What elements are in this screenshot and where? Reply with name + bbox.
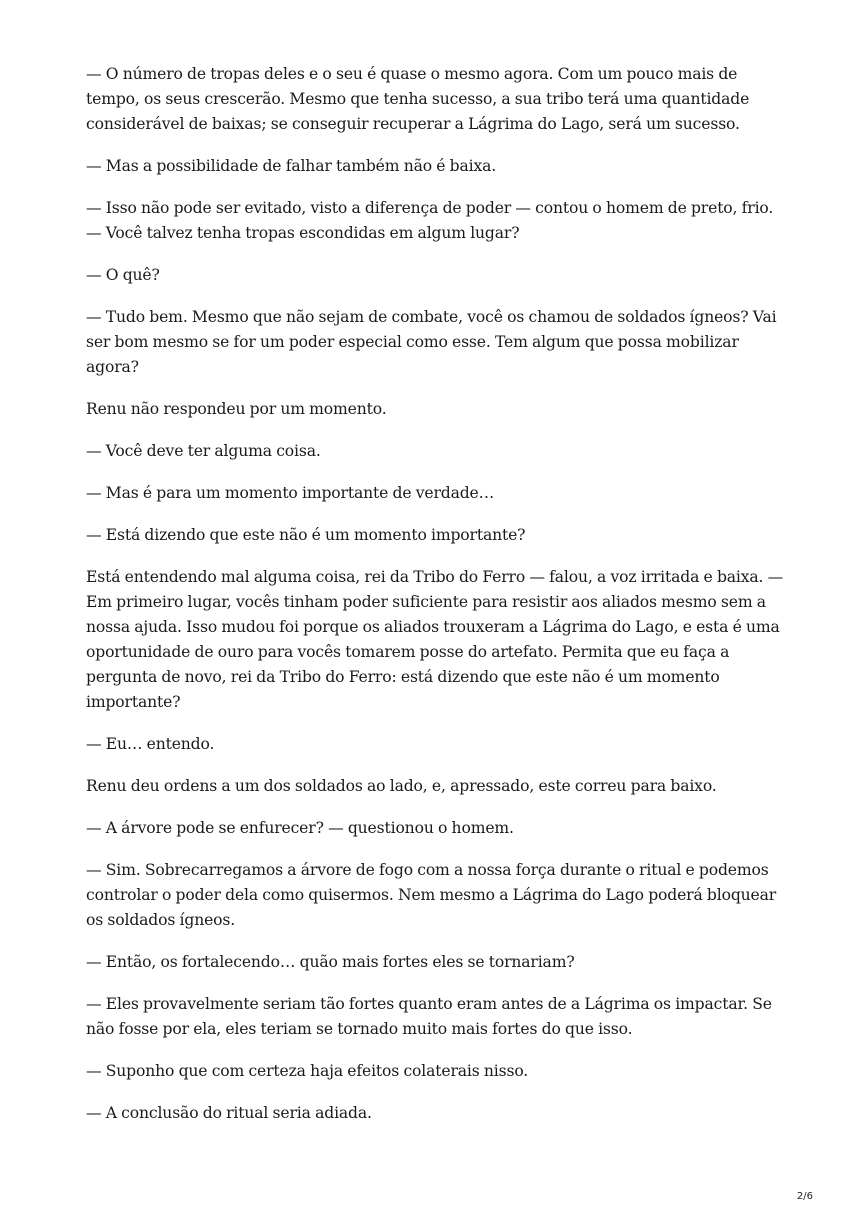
paragraph: — Tudo bem. Mesmo que não sejam de combate, você os chamou de soldados ígneos? Vai ser bom mesmo se for um poder especial como esse. Tem algum que possa mobilizar agora?	[86, 308, 777, 376]
paragraph: — Suponho que com certeza haja efeitos colaterais nisso.	[86, 1062, 529, 1080]
paragraph: — Mas a possibilidade de falhar também não é baixa.	[86, 157, 497, 175]
paragraph: Renu não respondeu por um momento.	[86, 400, 387, 418]
paragraph: — A conclusão do ritual seria adiada.	[86, 1104, 372, 1122]
document-body	[86, 62, 786, 1143]
paragraph: Está entendendo mal alguma coisa, rei da Tribo do Ferro — falou, a voz irritada e baixa. — Em primeiro lugar, vocês tinham poder suficiente para resistir aos aliados mesmo sem a nossa ajuda. Isso mudou foi porque os aliados trouxeram a Lágrima do Lago, e esta é uma oportunidade de ouro para vocês tomarem posse do artefato. Permita que eu faça a pergunta de novo, rei da Tribo do Ferro: está dizendo que este não é um momento importante?	[86, 568, 784, 711]
paragraph: — Eles provavelmente seriam tão fortes quanto eram antes de a Lágrima os impactar. Se não fosse por ela, eles teriam se tornado muito mais fortes do que isso.	[86, 995, 772, 1038]
page-number: 2/6	[796, 1191, 813, 1202]
paragraph: — Mas é para um momento importante de verdade…	[86, 484, 495, 502]
paragraph: — O quê?	[86, 266, 160, 284]
paragraph: — Isso não pode ser evitado, visto a diferença de poder — contou o homem de preto, frio. — Você talvez tenha tropas escondidas em algum lugar?	[86, 199, 774, 242]
paragraph: — Está dizendo que este não é um momento importante?	[86, 526, 526, 544]
paragraph: — Sim. Sobrecarregamos a árvore de fogo com a nossa força durante o ritual e podemos controlar o poder dela como quisermos. Nem mesmo a Lágrima do Lago poderá bloquear os soldados ígneos.	[86, 861, 777, 929]
paragraph: Renu deu ordens a um dos soldados ao lado, e, apressado, este correu para baixo.	[86, 777, 717, 795]
paragraph: — Então, os fortalecendo… quão mais fortes eles se tornariam?	[86, 953, 575, 971]
paragraph: — O número de tropas deles e o seu é quase o mesmo agora. Com um pouco mais de tempo, os seus crescerão. Mesmo que tenha sucesso, a sua tribo terá uma quantidade considerável de baixas; se conseguir recuperar a Lágrima do Lago, será um sucesso.	[86, 65, 750, 133]
paragraph: — A árvore pode se enfurecer? — questionou o homem.	[86, 819, 514, 837]
paragraph: — Você deve ter alguma coisa.	[86, 442, 321, 460]
paragraph: — Eu… entendo.	[86, 735, 215, 753]
